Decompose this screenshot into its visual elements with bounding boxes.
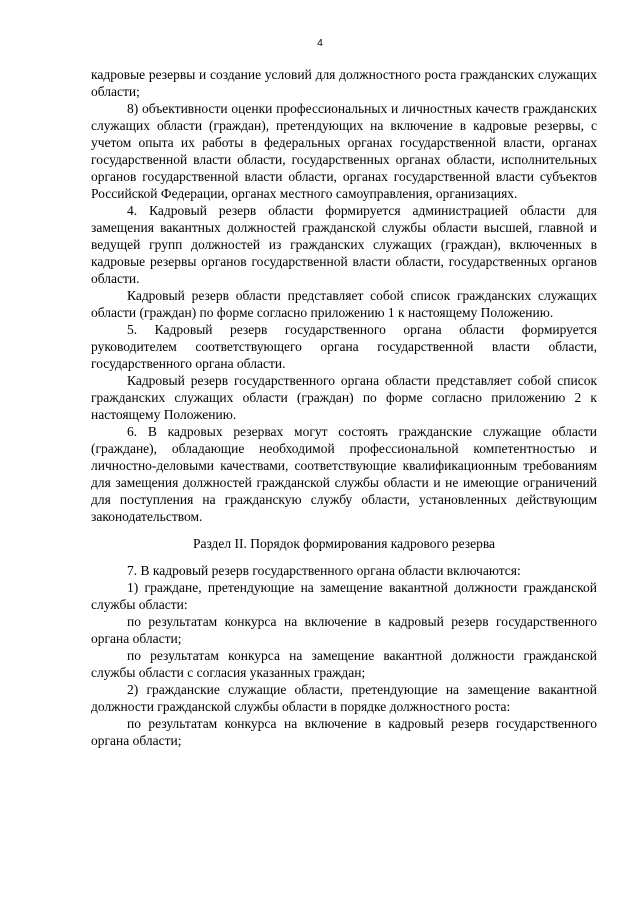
paragraph-10: по результатам конкурса на включение в кадровый резерв государственного органа области; (91, 614, 597, 646)
paragraph-8: 7. В кадровый резерв государственного органа области включаются: (127, 563, 521, 578)
paragraph-12: 2) гражданские служащие области, претендующие на замещение вакантной должности гражданской службы области в порядке должностного роста: (91, 682, 597, 714)
paragraph-4: Кадровый резерв области представляет собой список гражданских служащих области (граждан) по форме согласно приложению 1 к настоящему Положению. (91, 288, 597, 320)
paragraph-13: по результатам конкурса на включение в кадровый резерв государственного органа области; (91, 716, 597, 748)
paragraph-5: 5. Кадровый резерв государственного органа области формируется руководителем соответствующего органа государственной власти области, государственного органа области. (91, 322, 597, 371)
paragraph-6: Кадровый резерв государственного органа области представляет собой список гражданских служащих области (граждан) по форме согласно приложению 2 к настоящему Положению. (91, 373, 597, 422)
paragraph-7: 6. В кадровых резервах могут состоять гражданские служащие области (граждане), обладающие необходимой профессиональной компетентностью и личностно-деловыми качествами, соответствующие квалификационным требованиям для замещения должностей гражданской службы области и не имеющие ограничений для поступления на гражданскую службу области, установленных действующим законодательством. (91, 424, 597, 524)
paragraph-9: 1) граждане, претендующие на замещение вакантной должности гражданской службы области: (91, 580, 597, 612)
paragraph-11: по результатам конкурса на замещение вакантной должности гражданской службы области с согласия указанных граждан; (91, 648, 597, 680)
document-body (91, 66, 597, 749)
paragraph-1: кадровые резервы и создание условий для должностного роста гражданских служащих области; (91, 67, 597, 99)
section-title: Раздел II. Порядок формирования кадрового резерва (192, 536, 496, 551)
page-number: 4 (317, 38, 323, 49)
paragraph-2: 8) объективности оценки профессиональных и личностных качеств гражданских служащих области (граждан), претендующих на включение в кадровые резервы, с учетом опыта их работы в федеральных органах государственной власти, органах государственной власти области, государственных органах области, исполнительных органов государственной власти области, органах государственной власти субъектов Российской Федерации, органах местного самоуправления, организациях. (91, 101, 597, 201)
paragraph-3: 4. Кадровый резерв области формируется администрацией области для замещения вакантных должностей гражданской службы области высшей, главной и ведущей групп должностей из гражданских служащих (граждан), включенных в кадровые резервы органов государственной власти области, государственных органов области. (91, 203, 597, 286)
